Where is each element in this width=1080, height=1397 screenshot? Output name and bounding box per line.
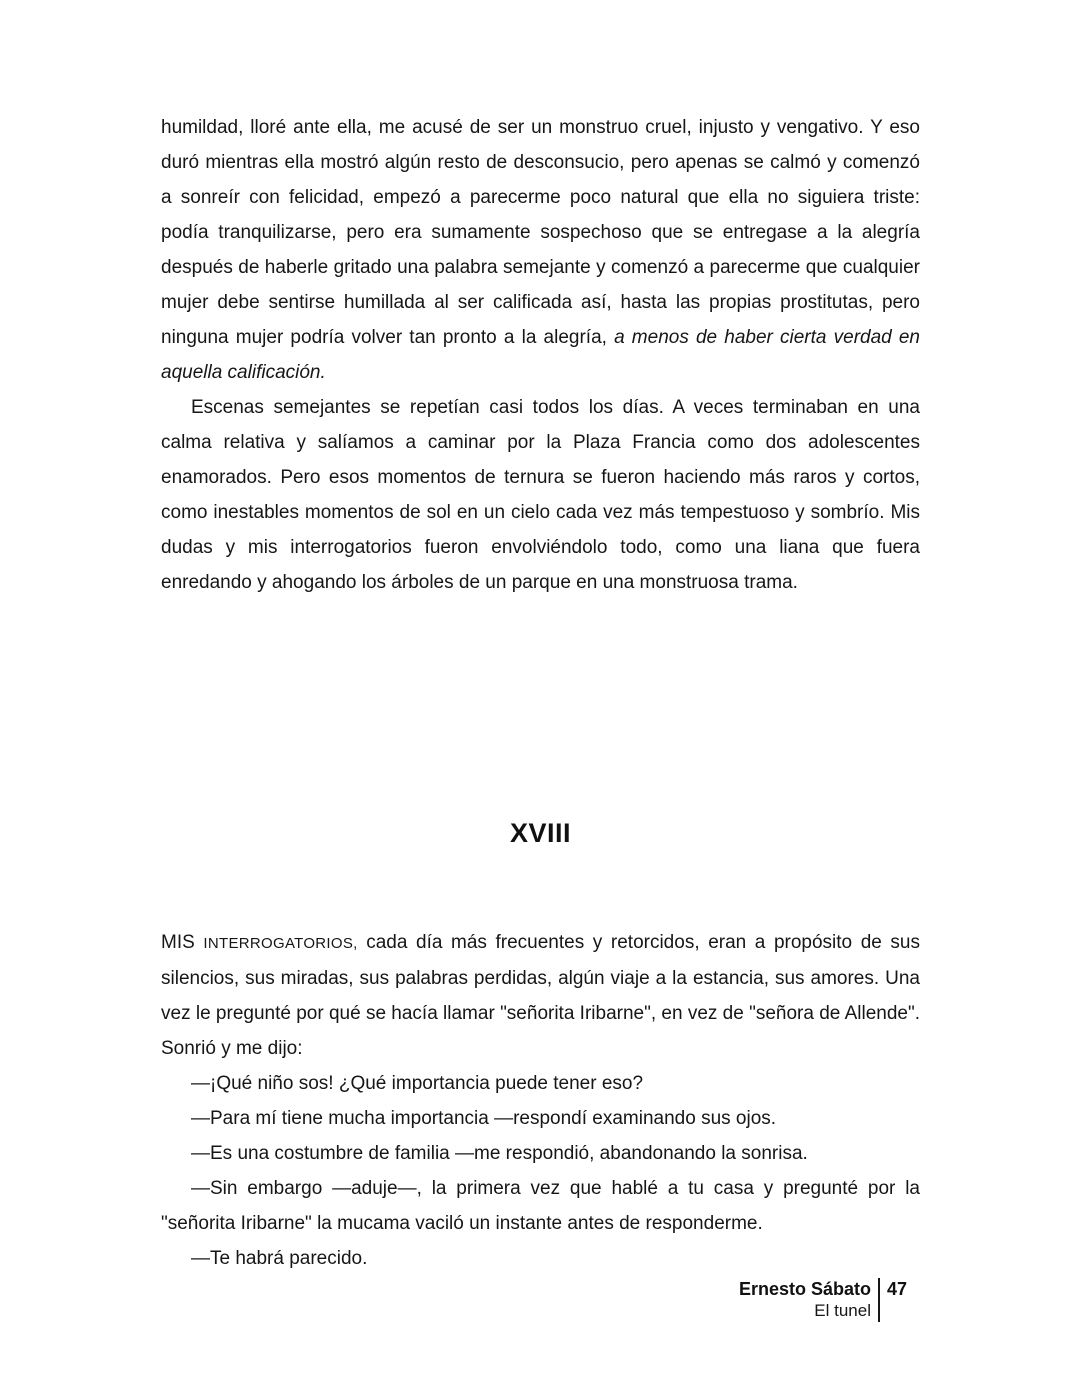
lower-text-block bbox=[161, 925, 920, 1276]
paragraph3-lead: MIS bbox=[161, 932, 204, 953]
dialogue-line: —Para mí tiene mucha importancia —respondí examinando sus ojos. bbox=[191, 1108, 777, 1129]
paragraph-continuation bbox=[161, 110, 920, 390]
paragraph1-text: humildad, lloré ante ella, me acusé de ser un monstruo cruel, injusto y vengativo. Y eso duró mientras ella mostró algún resto de desconsucio, pero apenas se calmó y comenzó a sonreír con felicidad, empezó a parecerme poco natural que ella no siguiera triste: podía tranquilizarse, pero era sumamente sospechoso que se entregase a la alegría después de haberle gritado una palabra semejante y comenzó a parecerme que cualquier mujer debe sentirse humillada al ser calificada así, hasta las propias prostitutas, pero ninguna mujer podría volver tan pronto a la alegría, bbox=[161, 117, 920, 348]
paragraph-chapter-opening bbox=[161, 925, 920, 1066]
dialogue-line: —Es una costumbre de familia —me respondió, abandonando la sonrisa. bbox=[191, 1143, 808, 1164]
dialogue-line: —¡Qué niño sos! ¿Qué importancia puede tener eso? bbox=[191, 1073, 644, 1094]
paragraph1-italic-text: a menos de haber cierta verdad en aquella calificación. bbox=[161, 327, 921, 383]
upper-text-block bbox=[161, 110, 920, 600]
footer-divider bbox=[878, 1278, 880, 1322]
footer-text-column bbox=[739, 1278, 871, 1322]
footer-author: Ernesto Sábato bbox=[738, 1279, 871, 1299]
page-footer bbox=[739, 1278, 907, 1322]
paragraph3-smallcaps: INTERROGATORIOS, bbox=[203, 935, 358, 952]
footer-page-number: 47 bbox=[886, 1279, 907, 1299]
chapter-heading: XVIII bbox=[509, 818, 572, 848]
dialogue-line: —Sin embargo —aduje—, la primera vez que hablé a tu casa y pregunté por la "señorita Iribarne" la mucama vaciló un instante antes de responderme. bbox=[161, 1178, 920, 1234]
footer-book-title: El tunel bbox=[814, 1301, 871, 1320]
paragraph-escenas: Escenas semejantes se repetían casi todos los días. A veces terminaban en una calma relativa y salíamos a caminar por la Plaza Francia como dos adolescentes enamorados. Pero esos momentos de ternura se fueron haciendo más raros y cortos, como inestables momentos de sol en un cielo cada vez más tempestuoso y sombrío. Mis dudas y mis interrogatorios fueron envolviéndolo todo, como una liana que fuera enredando y ahogando los árboles de un parque en una monstruosa trama. bbox=[161, 397, 920, 593]
paragraph3-rest: cada día más frecuentes y retorcidos, eran a propósito de sus silencios, sus miradas, sus palabras perdidas, algún viaje a la estancia, sus amores. Una vez le pregunté por qué se hacía llamar "señorita Iribarne", en vez de "señora de Allende". Sonrió y me dijo: bbox=[161, 932, 921, 1059]
dialogue-line: —Te habrá parecido. bbox=[191, 1248, 368, 1269]
